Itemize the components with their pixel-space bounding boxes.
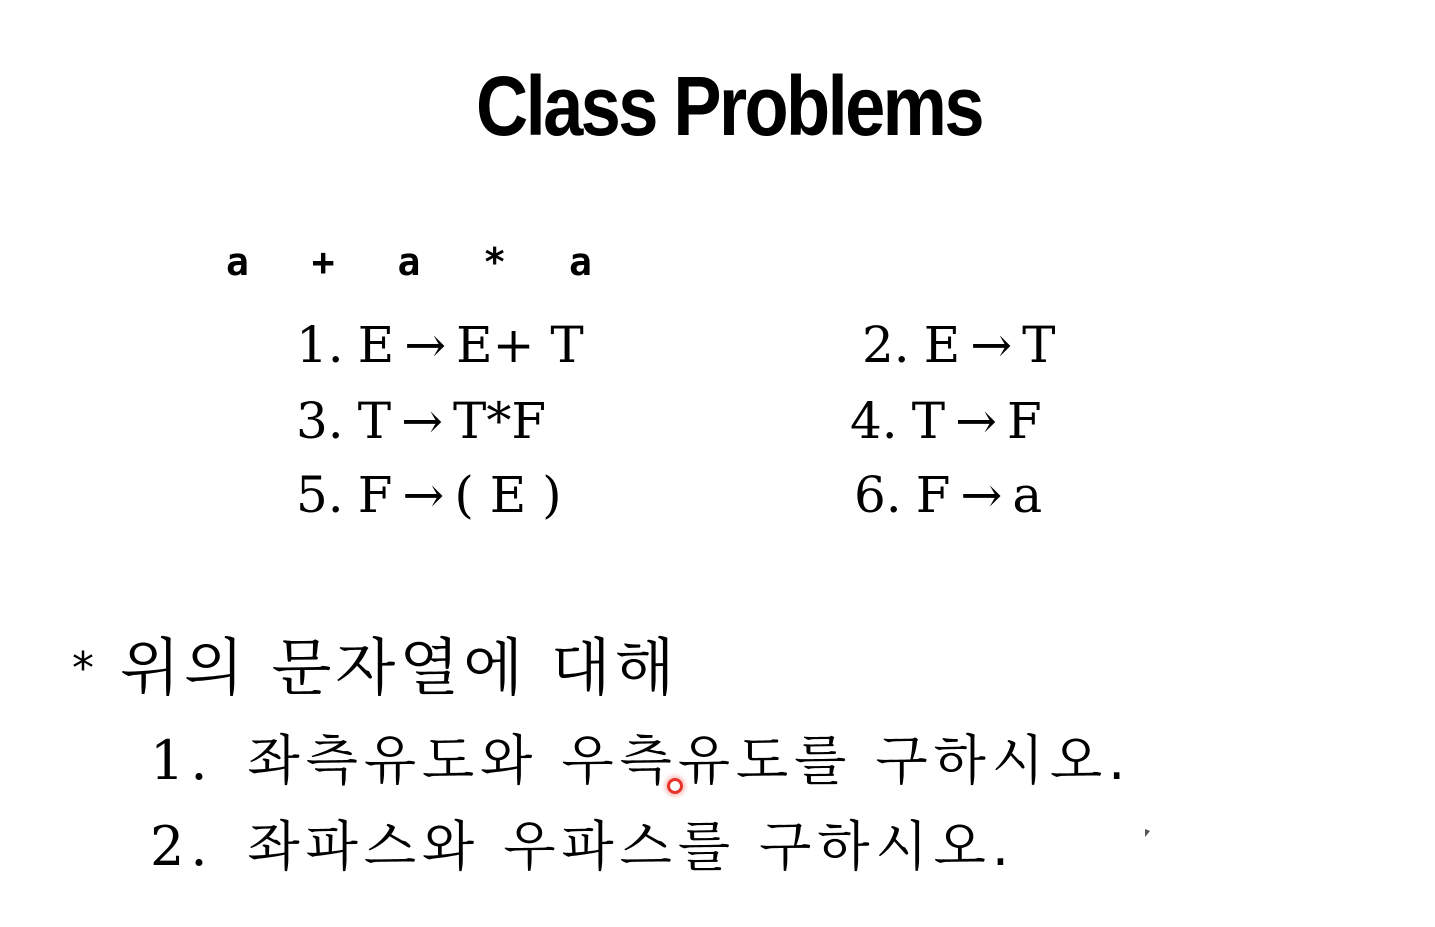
task-heading bbox=[72, 618, 679, 707]
task-text: 좌파스와 우파스를 구하시오. bbox=[247, 815, 1015, 878]
rule-rhs: ( E ) bbox=[454, 466, 562, 524]
rule-number: 2. bbox=[862, 316, 910, 374]
rule-lhs: F bbox=[915, 466, 951, 524]
rule-rhs: a bbox=[1012, 466, 1043, 524]
grammar-rule bbox=[850, 392, 1042, 450]
rule-rhs: T*F bbox=[452, 392, 547, 450]
rule-number: 5. bbox=[296, 466, 344, 524]
task-number: 1. bbox=[150, 729, 214, 792]
grammar-rule bbox=[296, 466, 562, 524]
task-heading-text: 위의 문자열에 대해 bbox=[120, 631, 679, 704]
slide-title: Class Problems bbox=[476, 59, 982, 153]
bullet-star: * bbox=[72, 643, 98, 694]
task-item bbox=[150, 718, 1131, 795]
rule-lhs: E bbox=[923, 316, 961, 374]
grammar-rule bbox=[296, 392, 547, 450]
rule-number: 3. bbox=[296, 392, 344, 450]
rule-lhs: T bbox=[357, 392, 392, 450]
grammar-rule bbox=[854, 466, 1043, 524]
cursor-highlight-icon bbox=[667, 778, 683, 794]
rule-arrow: → bbox=[402, 466, 445, 524]
rule-arrow: → bbox=[401, 392, 443, 450]
rule-lhs: T bbox=[911, 392, 946, 450]
task-number: 2. bbox=[150, 815, 214, 878]
rule-rhs: F bbox=[1006, 392, 1042, 450]
rule-number: 4. bbox=[850, 392, 898, 450]
input-expression: a + a * a bbox=[226, 240, 612, 284]
task-item bbox=[150, 804, 1015, 881]
rule-lhs: F bbox=[357, 466, 393, 524]
task-text: 좌측유도와 우측유도를 구하시오. bbox=[247, 729, 1132, 792]
rule-rhs: T bbox=[1022, 316, 1056, 374]
grammar-rule bbox=[296, 316, 584, 374]
rule-arrow: → bbox=[960, 466, 1003, 524]
rule-rhs: E+ T bbox=[456, 316, 584, 374]
rule-number: 1. bbox=[296, 316, 344, 374]
rule-lhs: E bbox=[357, 316, 395, 374]
rule-arrow: → bbox=[970, 316, 1013, 374]
rule-arrow: → bbox=[404, 316, 447, 374]
mouse-pointer-icon bbox=[1145, 829, 1150, 837]
grammar-rule bbox=[862, 316, 1056, 374]
rule-arrow: → bbox=[955, 392, 997, 450]
rule-number: 6. bbox=[854, 466, 902, 524]
